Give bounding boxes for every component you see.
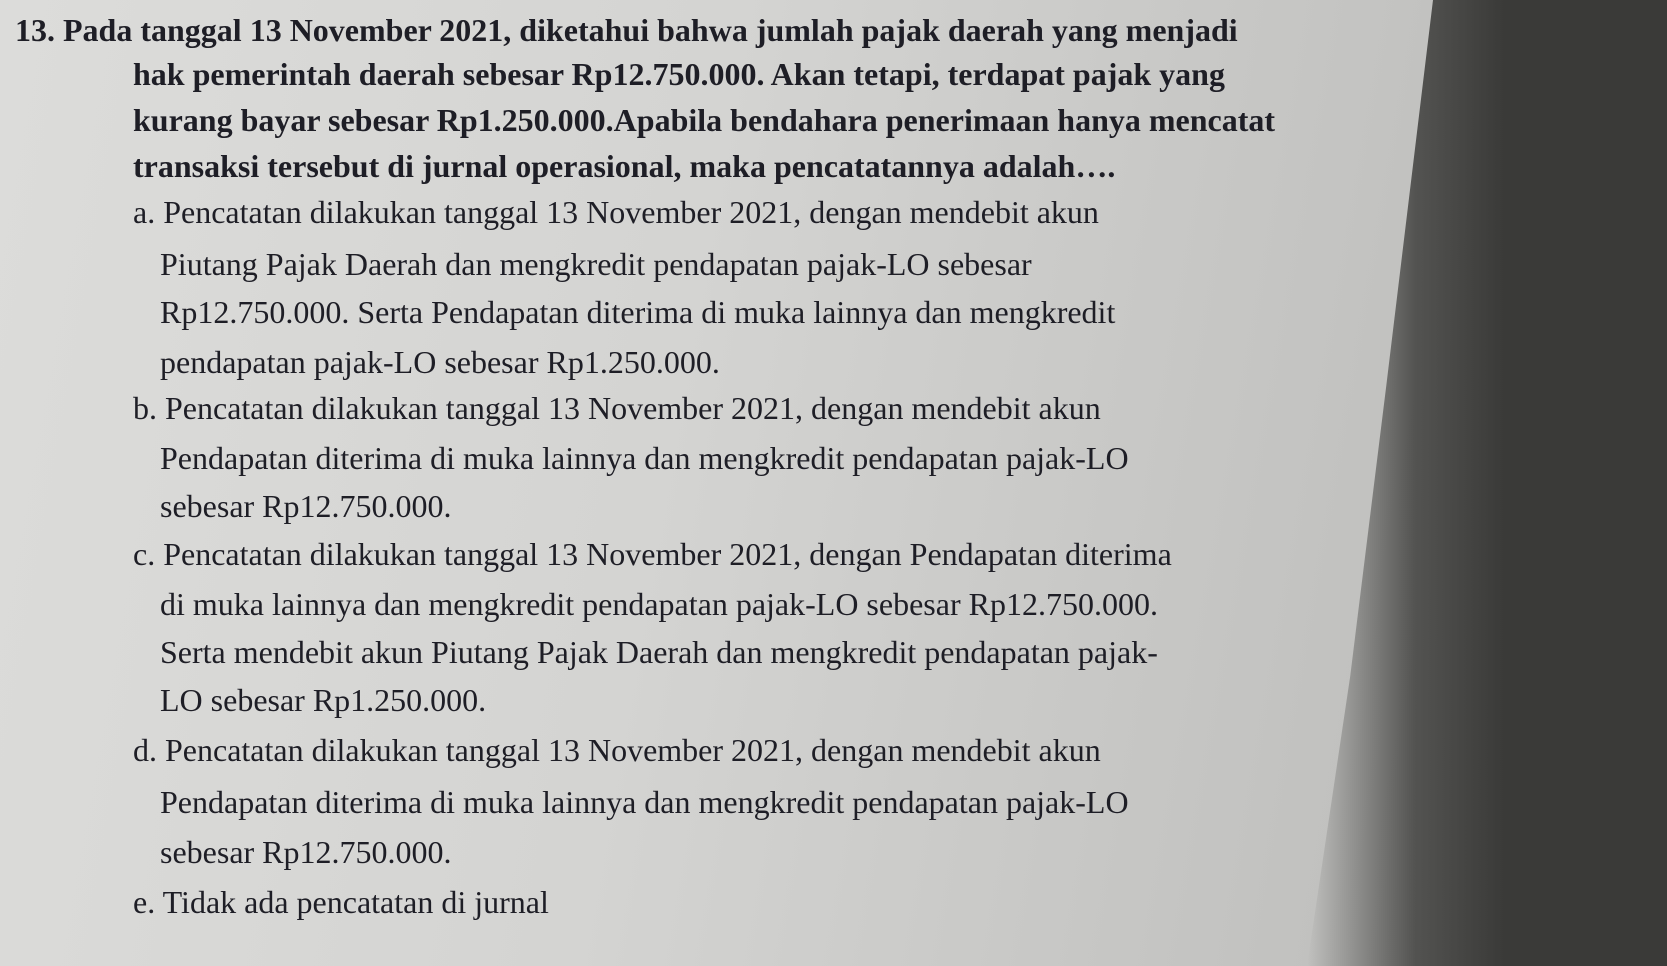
option-c-line-1: c. Pencatatan dilakukan tanggal 13 November 2021, dengan Pendapatan diterima xyxy=(133,536,1172,572)
option-c-line-3: Serta mendebit akun Piutang Pajak Daerah dan mengkredit pendapatan pajak- xyxy=(160,634,1158,670)
option-letter: a. xyxy=(133,194,156,230)
question-line-2: hak pemerintah daerah sebesar Rp12.750.000. Akan tetapi, terdapat pajak yang xyxy=(133,56,1225,92)
question-line-1: 13. Pada tanggal 13 November 2021, diketahui bahwa jumlah pajak daerah yang menjadi xyxy=(15,12,1238,48)
option-b-line-2: Pendapatan diterima di muka lainnya dan mengkredit pendapatan pajak-LO xyxy=(160,440,1129,476)
option-b-line-1: b. Pencatatan dilakukan tanggal 13 November 2021, dengan mendebit akun xyxy=(133,390,1101,426)
option-letter: b. xyxy=(133,390,157,426)
option-a-line-2: Piutang Pajak Daerah dan mengkredit pendapatan pajak-LO sebesar xyxy=(160,246,1032,282)
option-d-line-1: d. Pencatatan dilakukan tanggal 13 November 2021, dengan mendebit akun xyxy=(133,732,1101,768)
option-a-line-4: pendapatan pajak-LO sebesar Rp1.250.000. xyxy=(160,344,720,380)
option-letter: c. xyxy=(133,536,156,572)
option-e-line-1: e. Tidak ada pencatatan di jurnal xyxy=(133,884,549,920)
option-letter: e. xyxy=(133,884,156,920)
option-a-line-3: Rp12.750.000. Serta Pendapatan diterima di muka lainnya dan mengkredit xyxy=(160,294,1116,330)
question-line-4: transaksi tersebut di jurnal operasional, maka pencatatannya adalah…. xyxy=(133,148,1116,184)
option-c-line-2: di muka lainnya dan mengkredit pendapatan pajak-LO sebesar Rp12.750.000. xyxy=(160,586,1158,622)
option-c-line-4: LO sebesar Rp1.250.000. xyxy=(160,682,487,718)
option-b-line-3: sebesar Rp12.750.000. xyxy=(160,488,452,524)
option-d-line-2: Pendapatan diterima di muka lainnya dan mengkredit pendapatan pajak-LO xyxy=(160,784,1129,820)
option-letter: d. xyxy=(133,732,157,768)
question-line-3: kurang bayar sebesar Rp1.250.000.Apabila bendahara penerimaan hanya mencatat xyxy=(133,102,1276,138)
option-a-line-1: a. Pencatatan dilakukan tanggal 13 November 2021, dengan mendebit akun xyxy=(133,194,1099,230)
question-number: 13. xyxy=(15,12,55,48)
option-d-line-3: sebesar Rp12.750.000. xyxy=(160,834,452,870)
